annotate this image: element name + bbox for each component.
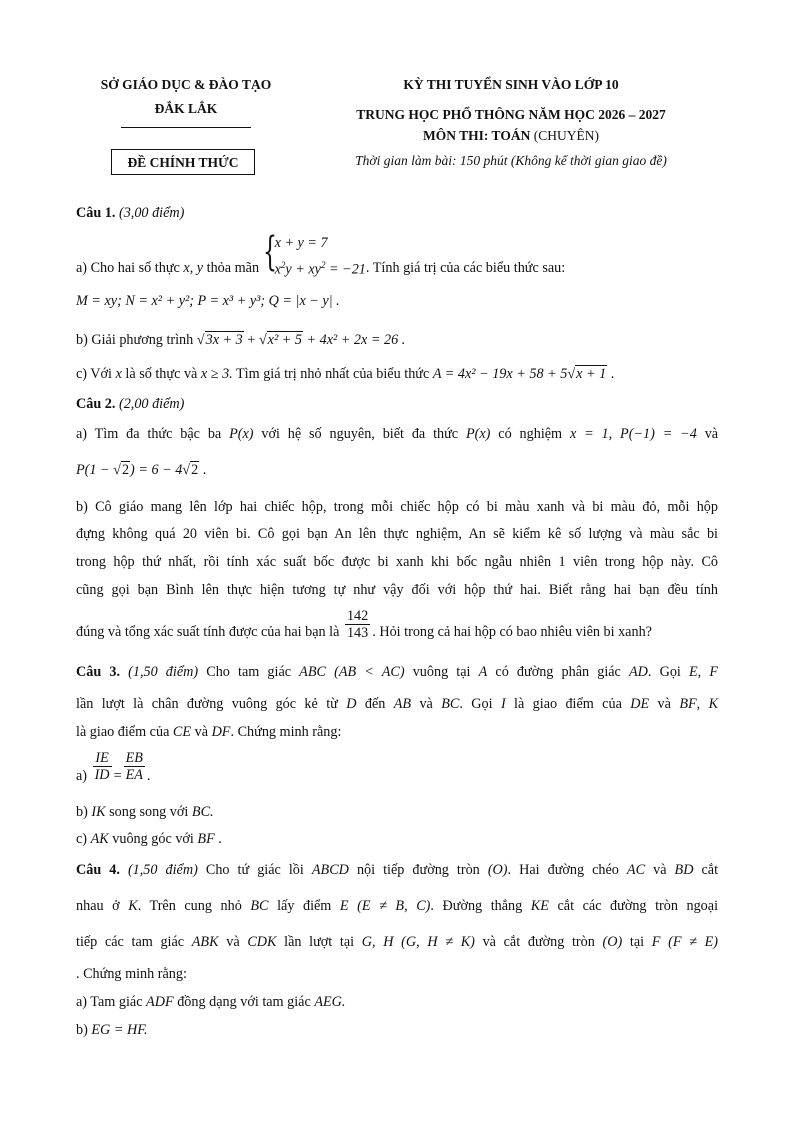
q4-BC: BC bbox=[250, 898, 269, 914]
q3c-text: vuông góc với bbox=[112, 831, 194, 847]
q3-I: I bbox=[500, 696, 506, 712]
subject-type: (CHUYÊN) bbox=[530, 128, 599, 143]
q4-E: E (E ≠ B, C) bbox=[339, 898, 431, 914]
q2a-text3: có nghiệm bbox=[498, 426, 563, 442]
q3-t1: Cho tam giác bbox=[206, 664, 292, 680]
q3c-label: c) bbox=[76, 831, 88, 847]
q3a-fraction-right bbox=[124, 750, 145, 783]
q3-points: (1,50 điểm) bbox=[128, 664, 199, 680]
q4-line2 bbox=[76, 896, 718, 916]
fraction-denominator: 143 bbox=[346, 625, 369, 641]
eq2-rhs: = −21 bbox=[325, 261, 366, 278]
q3-t10: và bbox=[657, 696, 671, 712]
exam-time-note: Thời gian làm bài: 150 phút (Không kể thời gian giao đề) bbox=[355, 153, 667, 168]
q3-BC: BC bbox=[441, 696, 460, 712]
school-authority bbox=[76, 76, 296, 120]
q1c-mid2: Tìm giá trị nhỏ nhất của biểu thức bbox=[236, 366, 430, 382]
system-eq1: x + y = 7 bbox=[274, 235, 328, 251]
q4-t2: nội tiếp đường tròn bbox=[356, 862, 480, 878]
q3a-end: . bbox=[146, 767, 151, 784]
province-name: ĐẮK LẮK bbox=[154, 101, 218, 116]
q2-part-b-line3: trong hộp thứ nhất, rồi tính xác suất bốc được bi xanh khi bốc ngẫu nhiên 1 viên trong hộp này. Cô bbox=[76, 554, 718, 570]
q2-part-a-line2: P(1 − √2) = 6 − 4√2 . bbox=[76, 462, 207, 478]
q1a-cond: thỏa mãn bbox=[206, 259, 260, 276]
q3a-den2: EA bbox=[125, 767, 143, 783]
q4-K: K bbox=[128, 898, 138, 914]
q1a-tail: . Tính giá trị của các biểu thức sau: bbox=[365, 259, 566, 276]
q2a-sqrt1: 2 bbox=[121, 462, 130, 478]
q4-ABK: ABK bbox=[191, 934, 219, 950]
authority-name: SỞ GIÁO DỤC & ĐÀO TẠO bbox=[100, 77, 272, 92]
q3-line2 bbox=[76, 694, 718, 714]
q3-triangle: ABC (AB < AC) bbox=[299, 664, 405, 680]
q1b-sqrt2: x² + 5 bbox=[267, 332, 302, 348]
q4-t10: cắt các đường tròn ngoại bbox=[557, 898, 719, 914]
q3-CE: CE bbox=[172, 724, 192, 740]
q3b-BC: BC. bbox=[191, 804, 214, 820]
q1c-mid: là số thực và bbox=[125, 366, 198, 382]
q4-F: F (F ≠ E) bbox=[651, 934, 719, 950]
q3-t13: và bbox=[194, 724, 209, 740]
q4-t9: . Đường thẳng bbox=[430, 898, 523, 914]
q2-part-a-line1 bbox=[76, 424, 718, 444]
q2-part-b-line4: cũng gọi bạn Bình lên thực hiện tương tự như vậy đối với hộp thứ hai. Biết rằng hai bạn đều tính bbox=[76, 582, 718, 598]
q4-t1: Cho tứ giác lồi bbox=[205, 862, 304, 878]
q3a-num1: IE bbox=[93, 750, 112, 767]
q3-AB: AB bbox=[393, 696, 412, 712]
q3-t6: đến bbox=[364, 696, 386, 712]
q4-AC: AC bbox=[626, 862, 646, 878]
q4a-text2: đồng dạng với tam giác bbox=[177, 994, 311, 1010]
q2-part-b-line2: đựng không quá 20 viên bi. Cô gọi bạn An lên thực nghiệm, An sẽ kiểm kê số lượng và màu sắc bi bbox=[76, 526, 718, 542]
eq2-mid: y + xy bbox=[285, 261, 321, 278]
q3-t9: là giao điểm của bbox=[514, 696, 622, 712]
q2-label: Câu 2. bbox=[76, 396, 116, 412]
eq2-x: x bbox=[274, 261, 281, 278]
q1a-system bbox=[262, 229, 366, 281]
q3a-eq: = bbox=[113, 767, 122, 784]
q2a-p-mid: ) = 6 − 4 bbox=[130, 462, 183, 478]
q1-points: (3,00 điểm) bbox=[118, 205, 185, 221]
q4-t8: lấy điểm bbox=[277, 898, 332, 914]
q3-t7: và bbox=[419, 696, 433, 712]
q3-label: Câu 3. bbox=[76, 664, 120, 680]
q4-t6: nhau ở bbox=[76, 898, 120, 914]
q3b-label: b) bbox=[76, 804, 88, 820]
q4-t14: và cắt đường tròn bbox=[482, 934, 595, 950]
q1-part-c: c) Với x là số thực và x ≥ 3. Tìm giá trị nhỏ nhất của biểu thức A = 4x² − 19x + 58 + 5√x + 1 . bbox=[76, 366, 615, 382]
q2a-px: P(x) bbox=[229, 426, 254, 442]
q2a-text2: với hệ số nguyên, biết đa thức bbox=[261, 426, 459, 442]
q3b-text: song song với bbox=[109, 804, 189, 820]
q1a-vars: x, y bbox=[183, 259, 204, 276]
q3-BF: BF bbox=[679, 696, 697, 712]
q4-t3: . Hai đường chéo bbox=[507, 862, 619, 878]
q3-DE: DE bbox=[630, 696, 650, 712]
q1b-rest: + 4x² + 2x = 26 . bbox=[302, 332, 406, 348]
exam-title-block bbox=[318, 76, 704, 174]
q3-AD: AD bbox=[628, 664, 648, 680]
q3-t2: vuông tại bbox=[412, 664, 471, 680]
fraction-numerator: 142 bbox=[346, 608, 369, 624]
q4-t13: lần lượt tại bbox=[284, 934, 355, 950]
q3-line3 bbox=[76, 722, 718, 742]
q4-CDK: CDK bbox=[247, 934, 277, 950]
q4-GH: G, H (G, H ≠ K) bbox=[361, 934, 475, 950]
q1-label: Câu 1. bbox=[76, 205, 116, 221]
q2a-sqrt2: 2 bbox=[191, 462, 199, 478]
q1-expr-list: M = xy; N = x² + y²; P = x³ + y³; Q = |x − y| . bbox=[76, 293, 340, 309]
q3a-label: a) bbox=[76, 767, 88, 784]
official-exam-badge: ĐỀ CHÍNH THỨC bbox=[111, 149, 255, 175]
q4-t7: . Trên cung nhỏ bbox=[137, 898, 242, 914]
q4-line1 bbox=[76, 860, 718, 880]
subject-name: MÔN THI: TOÁN bbox=[423, 128, 531, 143]
q4-t5: cắt bbox=[701, 862, 719, 878]
q1b-text: b) Giải phương trình bbox=[76, 332, 194, 348]
q2-part-b-line1: b) Cô giáo mang lên lớp hai chiếc hộp, trong mỗi chiếc hộp có bi màu xanh và bi màu đỏ, mỗi hộp bbox=[76, 499, 718, 515]
q3c-BF: BF bbox=[197, 831, 215, 847]
q4a-ADF: ADF bbox=[146, 994, 174, 1010]
q1c-var: x bbox=[115, 366, 122, 382]
q2a-and: và bbox=[704, 426, 719, 442]
q3-DF: DF bbox=[211, 724, 231, 740]
q1-part-a bbox=[76, 229, 718, 278]
q1a-intro: a) Cho hai số thực bbox=[76, 259, 180, 276]
q4a-text1: a) Tam giác bbox=[76, 994, 143, 1010]
q1-heading bbox=[76, 203, 718, 223]
q4b-label: b) bbox=[76, 1022, 88, 1038]
q4b-eq: EG = HF. bbox=[91, 1022, 148, 1038]
q3-t14: . Chứng minh rằng: bbox=[230, 724, 342, 740]
q1c-end: . bbox=[607, 366, 615, 382]
q2-points: (2,00 điểm) bbox=[118, 396, 185, 412]
q2a-text1: a) Tìm đa thức bậc ba bbox=[76, 426, 222, 442]
q3-D: D bbox=[346, 696, 357, 712]
exam-title: KỲ THI TUYỂN SINH VÀO LỚP 10 bbox=[403, 77, 619, 92]
q4-KE: KE bbox=[530, 898, 549, 914]
q1c-cond: x ≥ 3. bbox=[200, 366, 233, 382]
q2b-text: đúng và tổng xác suất tính được của hai bạn là bbox=[76, 623, 340, 640]
exam-subject bbox=[318, 124, 704, 148]
q4-label: Câu 4. bbox=[76, 862, 120, 878]
system-eq2: $x^2y + xy^2 = -21$ bbox=[274, 260, 366, 278]
q2a-end: . bbox=[199, 462, 207, 478]
q3-A: A bbox=[478, 664, 488, 680]
q1c-expr: A = 4x² − 19x + 58 + 5 bbox=[432, 366, 568, 382]
q3-K: K bbox=[708, 696, 719, 712]
header-divider bbox=[121, 127, 251, 128]
q3a-den1: ID bbox=[94, 767, 110, 783]
q4-ABCD: ABCD bbox=[311, 862, 349, 878]
q4-part-a bbox=[76, 992, 718, 1012]
q3-t3: có đường phân giác bbox=[495, 664, 621, 680]
q4-t15: tại bbox=[629, 934, 645, 950]
system-brace: { bbox=[262, 229, 277, 275]
q2-part-b-line5 bbox=[76, 608, 718, 646]
q3-t5: lần lượt là chân đường vuông góc kẻ từ bbox=[76, 696, 338, 712]
q2-heading bbox=[76, 394, 718, 414]
q4-t4: và bbox=[653, 862, 667, 878]
q3-part-c bbox=[76, 829, 718, 849]
q1-part-b: b) Giải phương trình √3x + 3 + √x² + 5 + 4x² + 2x = 26 . bbox=[76, 332, 406, 348]
q4-part-b bbox=[76, 1020, 718, 1040]
q2a-px2: P(x) bbox=[465, 426, 491, 442]
q4a-AEG: AEG. bbox=[314, 994, 346, 1010]
q3-part-b bbox=[76, 802, 718, 822]
q4-points: (1,50 điểm) bbox=[127, 862, 198, 878]
q1c-sqrt: x + 1 bbox=[576, 366, 607, 382]
q3a-num2: EB bbox=[125, 750, 143, 766]
q3-t4: . Gọi bbox=[647, 664, 681, 680]
q3a-fraction-left bbox=[93, 750, 112, 783]
q4-t12: và bbox=[226, 934, 240, 950]
q3b-IK: IK bbox=[91, 804, 106, 820]
q4-O: (O) bbox=[487, 862, 508, 878]
q4-O2: (O) bbox=[602, 934, 623, 950]
q1-expressions bbox=[76, 291, 718, 311]
q3-line1 bbox=[76, 662, 718, 682]
exam-year: TRUNG HỌC PHỔ THÔNG NĂM HỌC 2026 – 2027 bbox=[356, 107, 666, 122]
q3c-AK: AK bbox=[90, 831, 109, 847]
q3-t12: là giao điểm của bbox=[76, 724, 170, 740]
q4-t11: tiếp các tam giác bbox=[76, 934, 185, 950]
q3-t8: . Gọi bbox=[459, 696, 493, 712]
q3-t11: , bbox=[696, 696, 701, 712]
q3c-end: . bbox=[218, 831, 222, 847]
q4-line4: . Chứng minh rằng: bbox=[76, 966, 187, 982]
q1c-text: c) Với bbox=[76, 366, 113, 382]
q4-BD: BD bbox=[674, 862, 694, 878]
q3-EF: E, F bbox=[688, 664, 718, 680]
q1b-sqrt1: 3x + 3 bbox=[205, 332, 243, 348]
q2b-probability-fraction bbox=[345, 608, 370, 641]
q2a-root: x = 1, P(−1) = −4 bbox=[569, 426, 697, 442]
q2b-question: . Hỏi trong cả hai hộp có bao nhiêu viên bi xanh? bbox=[372, 623, 652, 640]
q2a-p-left: P(1 − bbox=[76, 462, 114, 478]
q4-line3 bbox=[76, 932, 718, 952]
q3-part-a bbox=[76, 750, 718, 790]
